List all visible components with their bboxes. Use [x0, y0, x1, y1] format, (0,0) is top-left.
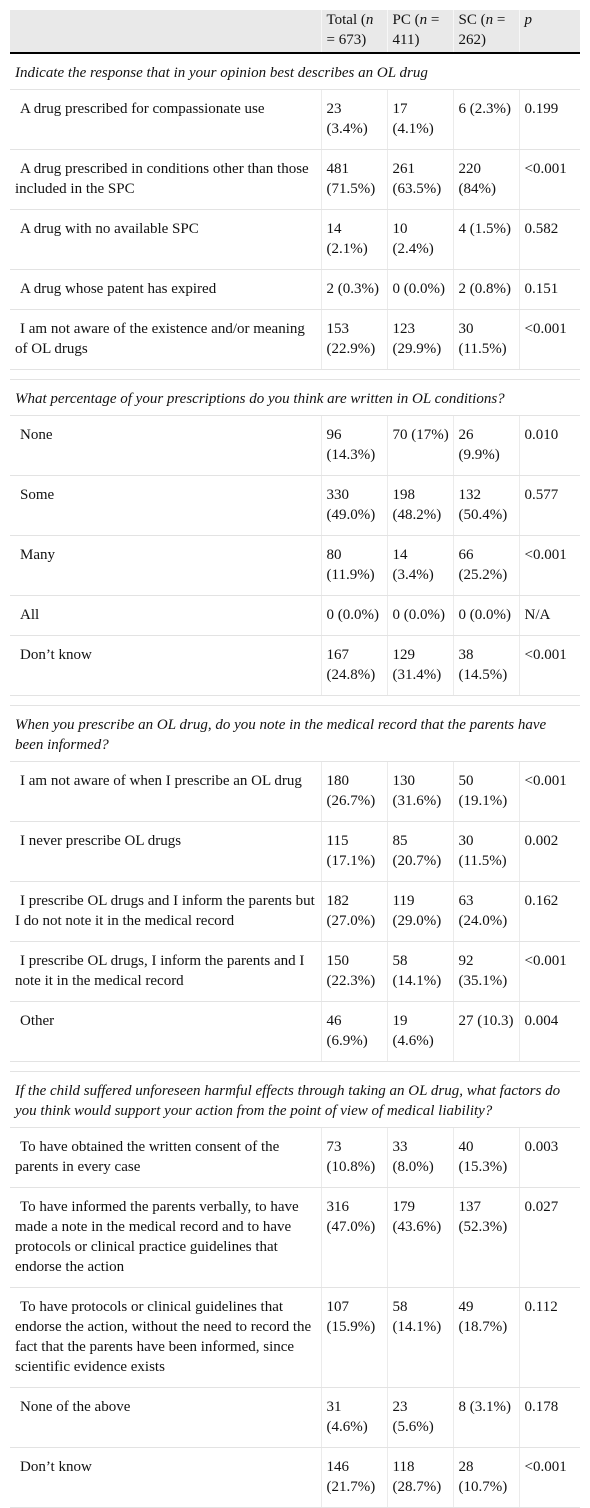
row-label: Don’t know [10, 1448, 321, 1508]
cell-pc: 0 (0.0%) [387, 270, 453, 310]
table-row [10, 762, 580, 822]
section-question: If the child suffered unforeseen harmful effects through taking an OL drug, what factors do you think would support your action from the point of view of medical liability? [10, 1072, 580, 1128]
table-row [10, 882, 580, 942]
cell-p-value: 0.010 [519, 416, 580, 476]
cell-sc: 220 (84%) [453, 150, 519, 210]
table-row [10, 942, 580, 1002]
cell-sc: 4 (1.5%) [453, 210, 519, 270]
table-row [10, 1002, 580, 1062]
cell-sc: 0 (0.0%) [453, 596, 519, 636]
table-row [10, 210, 580, 270]
cell-total: 31 (4.6%) [321, 1388, 387, 1448]
cell-p-value: <0.001 [519, 636, 580, 696]
row-label: A drug prescribed in conditions other than those included in the SPC [10, 150, 321, 210]
cell-total: 73 (10.8%) [321, 1128, 387, 1188]
table-row [10, 90, 580, 150]
cell-p-value: <0.001 [519, 1448, 580, 1508]
cell-p-value: 0.162 [519, 882, 580, 942]
cell-p-value: <0.001 [519, 150, 580, 210]
section-question-row [10, 380, 580, 416]
survey-results-table [10, 10, 580, 1508]
row-label: A drug prescribed for compassionate use [10, 90, 321, 150]
table-row [10, 310, 580, 370]
table-row [10, 596, 580, 636]
cell-sc: 27 (10.3) [453, 1002, 519, 1062]
cell-pc: 23 (5.6%) [387, 1388, 453, 1448]
cell-p-value: 0.004 [519, 1002, 580, 1062]
table-header [10, 10, 580, 53]
cell-sc: 40 (15.3%) [453, 1128, 519, 1188]
cell-sc: 66 (25.2%) [453, 536, 519, 596]
cell-pc: 129 (31.4%) [387, 636, 453, 696]
cell-pc: 58 (14.1%) [387, 942, 453, 1002]
row-label: To have informed the parents verbally, to have made a note in the medical record and to have protocols or clinical practice guidelines that endorse the action [10, 1188, 321, 1288]
cell-sc: 49 (18.7%) [453, 1288, 519, 1388]
cell-total: 182 (27.0%) [321, 882, 387, 942]
cell-sc: 28 (10.7%) [453, 1448, 519, 1508]
row-label: None [10, 416, 321, 476]
cell-p-value: 0.178 [519, 1388, 580, 1448]
cell-pc: 198 (48.2%) [387, 476, 453, 536]
cell-pc: 179 (43.6%) [387, 1188, 453, 1288]
cell-sc: 38 (14.5%) [453, 636, 519, 696]
cell-sc: 30 (11.5%) [453, 822, 519, 882]
cell-pc: 58 (14.1%) [387, 1288, 453, 1388]
row-label: All [10, 596, 321, 636]
cell-p-value: <0.001 [519, 536, 580, 596]
section-question-row [10, 706, 580, 762]
header-p: p [519, 10, 580, 53]
row-label: I am not aware of when I prescribe an OL drug [10, 762, 321, 822]
row-label: I prescribe OL drugs, I inform the parents and I note it in the medical record [10, 942, 321, 1002]
table-row [10, 416, 580, 476]
section-question-row [10, 1072, 580, 1128]
cell-total: 80 (11.9%) [321, 536, 387, 596]
cell-pc: 261 (63.5%) [387, 150, 453, 210]
cell-total: 96 (14.3%) [321, 416, 387, 476]
section-question: When you prescribe an OL drug, do you note in the medical record that the parents have been informed? [10, 706, 580, 762]
cell-p-value: 0.151 [519, 270, 580, 310]
header-blank [10, 10, 321, 53]
cell-p-value: 0.112 [519, 1288, 580, 1388]
cell-total: 107 (15.9%) [321, 1288, 387, 1388]
cell-sc: 50 (19.1%) [453, 762, 519, 822]
row-label: Some [10, 476, 321, 536]
cell-total: 316 (47.0%) [321, 1188, 387, 1288]
cell-total: 167 (24.8%) [321, 636, 387, 696]
cell-total: 330 (49.0%) [321, 476, 387, 536]
table-row [10, 270, 580, 310]
cell-pc: 119 (29.0%) [387, 882, 453, 942]
cell-pc: 130 (31.6%) [387, 762, 453, 822]
cell-pc: 0 (0.0%) [387, 596, 453, 636]
row-label: To have protocols or clinical guidelines that endorse the action, without the need to record the fact that the parents have been informed, since scientific evidence exists [10, 1288, 321, 1388]
header-total: Total (n = 673) [321, 10, 387, 53]
table-row [10, 1128, 580, 1188]
cell-sc: 63 (24.0%) [453, 882, 519, 942]
cell-pc: 85 (20.7%) [387, 822, 453, 882]
row-label: A drug with no available SPC [10, 210, 321, 270]
cell-sc: 30 (11.5%) [453, 310, 519, 370]
cell-sc: 137 (52.3%) [453, 1188, 519, 1288]
cell-p-value: <0.001 [519, 310, 580, 370]
row-label: Don’t know [10, 636, 321, 696]
cell-total: 2 (0.3%) [321, 270, 387, 310]
spacer-cell [10, 1062, 580, 1072]
cell-pc: 33 (8.0%) [387, 1128, 453, 1188]
section-spacer [10, 696, 580, 706]
cell-sc: 92 (35.1%) [453, 942, 519, 1002]
table-row [10, 150, 580, 210]
table-row [10, 1288, 580, 1388]
cell-pc: 19 (4.6%) [387, 1002, 453, 1062]
section-question: Indicate the response that in your opinion best describes an OL drug [10, 53, 580, 90]
section-question-row [10, 53, 580, 90]
cell-pc: 10 (2.4%) [387, 210, 453, 270]
cell-total: 481 (71.5%) [321, 150, 387, 210]
row-label: None of the above [10, 1388, 321, 1448]
cell-total: 23 (3.4%) [321, 90, 387, 150]
cell-sc: 6 (2.3%) [453, 90, 519, 150]
cell-total: 115 (17.1%) [321, 822, 387, 882]
cell-sc: 2 (0.8%) [453, 270, 519, 310]
spacer-cell [10, 696, 580, 706]
cell-p-value: 0.199 [519, 90, 580, 150]
cell-pc: 123 (29.9%) [387, 310, 453, 370]
row-label: I prescribe OL drugs and I inform the parents but I do not note it in the medical record [10, 882, 321, 942]
row-label: Other [10, 1002, 321, 1062]
cell-sc: 8 (3.1%) [453, 1388, 519, 1448]
cell-sc: 132 (50.4%) [453, 476, 519, 536]
cell-p-value: 0.577 [519, 476, 580, 536]
section-question: What percentage of your prescriptions do you think are written in OL conditions? [10, 380, 580, 416]
row-label: A drug whose patent has expired [10, 270, 321, 310]
table-row [10, 476, 580, 536]
cell-total: 0 (0.0%) [321, 596, 387, 636]
cell-p-value: 0.002 [519, 822, 580, 882]
table-row [10, 1388, 580, 1448]
cell-pc: 70 (17%) [387, 416, 453, 476]
section-spacer [10, 370, 580, 380]
row-label: Many [10, 536, 321, 596]
cell-sc: 26 (9.9%) [453, 416, 519, 476]
spacer-cell [10, 370, 580, 380]
cell-pc: 14 (3.4%) [387, 536, 453, 596]
cell-pc: 118 (28.7%) [387, 1448, 453, 1508]
table-row [10, 536, 580, 596]
cell-total: 46 (6.9%) [321, 1002, 387, 1062]
cell-p-value: <0.001 [519, 942, 580, 1002]
header-pc: PC (n = 411) [387, 10, 453, 53]
row-label: I never prescribe OL drugs [10, 822, 321, 882]
table-row [10, 822, 580, 882]
section-spacer [10, 1062, 580, 1072]
header-sc: SC (n = 262) [453, 10, 519, 53]
table-body [10, 53, 580, 1508]
cell-total: 180 (26.7%) [321, 762, 387, 822]
cell-p-value: N/A [519, 596, 580, 636]
row-label: I am not aware of the existence and/or meaning of OL drugs [10, 310, 321, 370]
cell-pc: 17 (4.1%) [387, 90, 453, 150]
cell-p-value: 0.582 [519, 210, 580, 270]
cell-p-value: 0.027 [519, 1188, 580, 1288]
row-label: To have obtained the written consent of the parents in every case [10, 1128, 321, 1188]
cell-total: 14 (2.1%) [321, 210, 387, 270]
table-row [10, 1448, 580, 1508]
cell-total: 150 (22.3%) [321, 942, 387, 1002]
cell-p-value: 0.003 [519, 1128, 580, 1188]
cell-total: 146 (21.7%) [321, 1448, 387, 1508]
cell-total: 153 (22.9%) [321, 310, 387, 370]
cell-p-value: <0.001 [519, 762, 580, 822]
table-row [10, 636, 580, 696]
table-row [10, 1188, 580, 1288]
